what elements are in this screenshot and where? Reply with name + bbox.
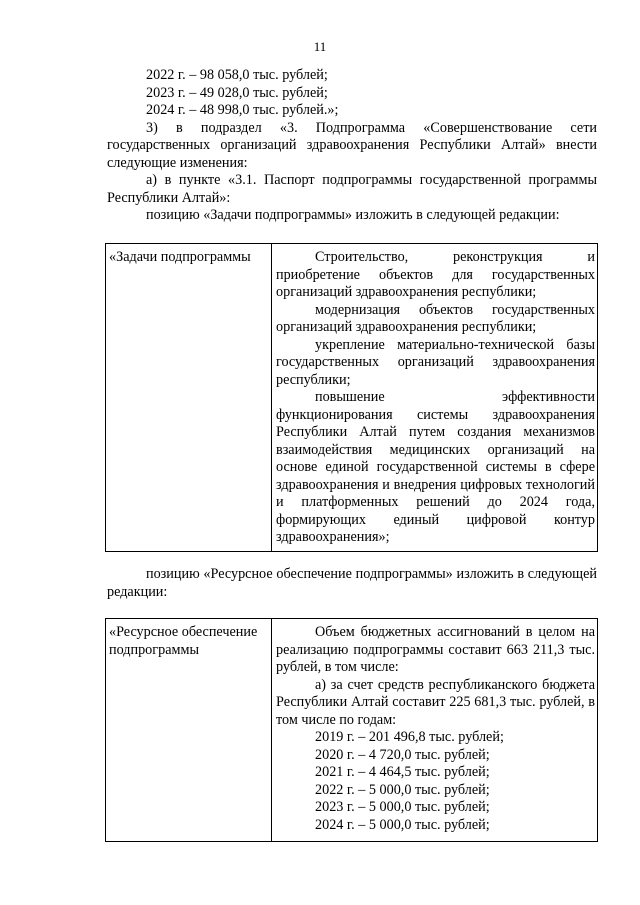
tasks-label-cell <box>106 244 272 552</box>
year-line: 2023 г. – 49 028,0 тыс. рублей; <box>146 84 328 101</box>
position-2-paragraph: позицию «Ресурсное обеспечение подпрограммы» изложить в следующей редакции: <box>107 566 597 600</box>
year-line: 2021 г. – 4 464,5 тыс. рублей; <box>315 764 490 780</box>
year-line: 2022 г. – 98 058,0 тыс. рублей; <box>146 67 328 83</box>
task-paragraph: модернизация объектов государственных организаций здравоохранения республики; <box>276 301 595 335</box>
resources-table <box>105 618 598 842</box>
position-2-block <box>107 566 597 601</box>
table-row <box>106 619 598 842</box>
budget-republican-paragraph: а) за счет средств республиканского бюджета Республики Алтай составит 225 681,3 тыс. рублей, в том числе по годам: <box>276 676 595 728</box>
resources-label-cell <box>106 619 272 842</box>
tasks-label: «Задачи подпрограммы <box>109 249 251 265</box>
page-number: 11 <box>313 39 327 54</box>
year-line: 2022 г. – 5 000,0 тыс. рублей; <box>315 781 490 798</box>
item-3-paragraph: 3) в подраздел «3. Подпрограмма «Совершенствование сети государственных организаций здравоохранения Республики Алтай» внести следующие изменения: <box>107 119 597 171</box>
tasks-content-cell <box>272 244 598 552</box>
resources-label: «Ресурсное обеспечение подпрограммы <box>109 624 258 658</box>
position-1-paragraph: позицию «Задачи подпрограммы» изложить в следующей редакции: <box>146 207 560 223</box>
intro-text <box>107 67 597 225</box>
task-paragraph: повышение эффективности функционирования системы здравоохранения Республики Алтай путем создания механизмов взаимодействия медицинских организаций на основе единой государственной системы в сфере здравоохранения и внедрения цифровых технологий и платформенных решений до 2024 года, формирующих единый цифровой контур здравоохранения»; <box>276 389 595 545</box>
year-line: 2024 г. – 48 998,0 тыс. рублей.»; <box>146 102 339 118</box>
budget-total-paragraph: Объем бюджетных ассигнований в целом на реализацию подпрограммы составит 663 211,3 тыс. рублей, в том числе: <box>276 624 595 675</box>
year-line: 2024 г. – 5 000,0 тыс. рублей; <box>315 816 490 833</box>
year-line: 2020 г. – 4 720,0 тыс. рублей; <box>315 746 490 763</box>
year-line: 2019 г. – 201 496,8 тыс. рублей; <box>315 729 504 745</box>
table-row <box>106 244 598 552</box>
year-line: 2023 г. – 5 000,0 тыс. рублей; <box>315 799 490 815</box>
item-a-paragraph: а) в пункте «3.1. Паспорт подпрограммы государственной программы Республики Алтай»: <box>107 172 597 206</box>
task-paragraph: Строительство, реконструкция и приобретение объектов для государственных организаций здравоохранения республики; <box>276 249 595 300</box>
tasks-table <box>105 243 598 552</box>
resources-content-cell <box>272 619 598 842</box>
task-paragraph: укрепление материально-технической базы государственных организаций здравоохранения республики; <box>276 336 595 388</box>
